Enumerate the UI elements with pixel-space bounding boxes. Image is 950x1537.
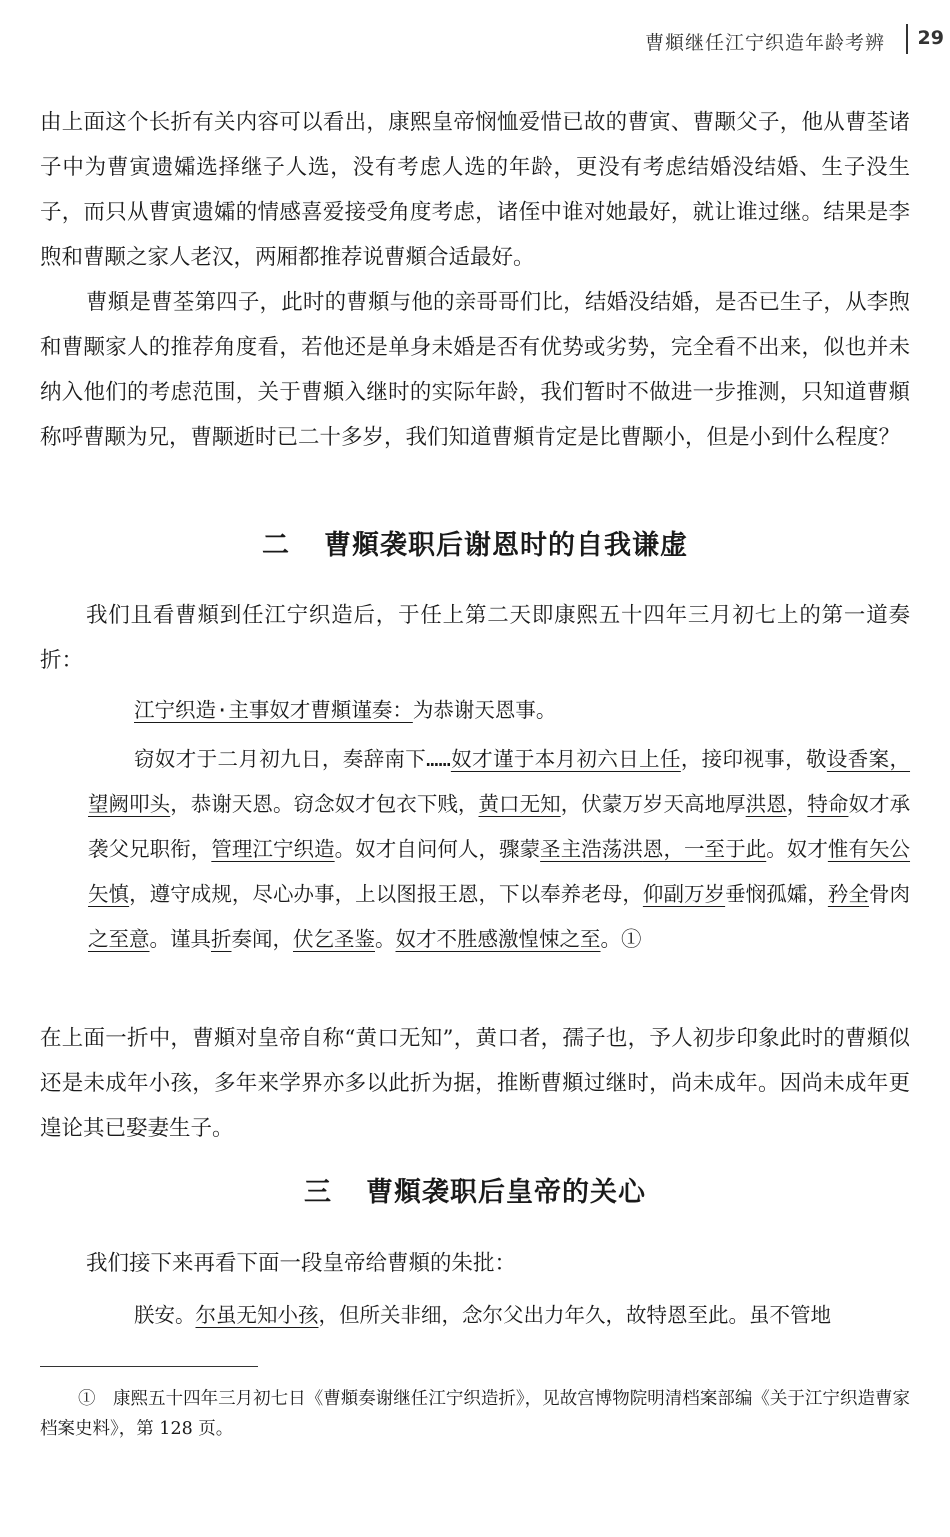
paragraph-2: 曹頫是曹荃第四子，此时的曹頫与他的亲哥哥们比，结婚没结婚，是否已生子，从李煦和曹颙家人的推荐角度看，若他还是单身未婚是否有优势或劣势，完全看不出来，似也并未纳入他们的考虑范围，关于曹頫入继时的实际年龄，我们暂时不做进一步推测，只知道曹頫称呼曹颙为兄，曹颙逝时已二十多岁，我们知道曹頫肯定是比曹颙小，但是小到什么程度？ <box>40 290 910 450</box>
memorial-text: 。 <box>375 927 396 951</box>
memorial-text: 奏闻， <box>231 927 293 951</box>
section-heading-3 <box>0 1170 950 1209</box>
memorial-text: 垂悯孤孀， <box>725 882 828 906</box>
memorial-underlined: 矜全 <box>827 882 869 906</box>
section-heading-2 <box>0 523 950 562</box>
memorial-underlined: 设香案，望阙叩头 <box>88 747 911 816</box>
memorial-text: 奴才承袭父兄职衔， <box>88 792 911 861</box>
memorial-text: ，接印视事，敬 <box>680 747 827 771</box>
rescript-text: ，但所关非细，念尔父出力年久，故特恩至此。虽不管地 <box>318 1303 831 1327</box>
memorial-text: 窃奴才于二月初九日，奏辞南下…… <box>134 747 451 771</box>
memorial-underlined: 恩，一至于此 <box>642 837 767 861</box>
paragraph-1: 由上面这个长折有关内容可以看出，康熙皇帝悯恤爱惜已故的曹寅、曹颙父子，他从曹荃诸子中为曹寅遗孀选择继子人选，没有考虑人选的年龄，更没有考虑结婚没结婚、生子没生子，而只从曹寅遗孀的情感喜爱接受角度考虑，诸侄中谁对她最好，就让谁过继。结果是李煦和曹颙之家人老汉，两厢都推荐说曹頫合适最好。 <box>40 110 910 270</box>
memorial-underlined: 特命 <box>807 792 849 816</box>
footnote-divider <box>40 1366 258 1367</box>
section-number: 三 <box>304 1177 332 1208</box>
memorial-underlined: 洪恩 <box>745 792 787 816</box>
memorial-underlined: 折 <box>211 927 232 951</box>
memorial-title <box>134 688 910 733</box>
memorial-text: 。奴才自问何人，骤蒙 <box>334 837 541 861</box>
memorial-underlined: 伏乞圣鉴 <box>293 927 375 951</box>
memorial-text: 骨肉 <box>868 882 911 906</box>
memorial-underlined: 之至意 <box>88 927 150 951</box>
memorial-underlined: 惟有矢公矢慎 <box>88 837 911 906</box>
memorial-underlined: 圣主浩荡洪 <box>540 837 643 861</box>
running-header <box>0 22 950 62</box>
memorial-underlined: 仰副万岁 <box>642 882 726 906</box>
memorial-text: ， <box>786 792 808 816</box>
header-divider <box>906 24 908 54</box>
memorial-text: 。谨具 <box>149 927 211 951</box>
memorial-text: ，伏蒙万岁天高地厚 <box>560 792 746 816</box>
memorial-footnote-mark: 。① <box>600 927 642 951</box>
paragraph-5: 我们接下来再看下面一段皇帝给曹頫的朱批： <box>86 1251 517 1276</box>
memorial-title-rest: 为恭谢天恩事。 <box>412 698 557 722</box>
paragraph-3: 我们且看曹頫到任江宁织造后，于任上第二天即康熙五十四年三月初七上的第一道奏折： <box>40 603 910 673</box>
memorial-underlined: 奴才谨于本月初六日上任 <box>450 747 681 771</box>
running-header-title: 曹頫继任江宁织造年龄考辨 <box>644 32 885 54</box>
memorial-body <box>88 737 910 962</box>
imperial-rescript <box>88 1293 910 1338</box>
memorial-text: ，遵守成规，尽心办事，上以图报王恩，下以奉养老母， <box>129 882 643 906</box>
rescript-underlined: 尔虽无知小孩 <box>195 1303 319 1327</box>
memorial-text: ，恭谢天恩。窃念奴才包衣下贱， <box>170 792 479 816</box>
rescript-text: 朕安。 <box>134 1303 196 1327</box>
page-number: 29 <box>917 27 944 49</box>
memorial-underlined: 管理江宁织造 <box>211 837 335 861</box>
footnote-1: ① 康熙五十四年三月初七日《曹頫奏谢继任江宁织造折》，见故宫博物院明清档案部编《关于江宁织造曹家档案史料》，第 128 页。 <box>40 1389 910 1439</box>
section-number: 二 <box>262 530 290 561</box>
paragraph-4: 在上面一折中，曹頫对皇帝自称“黄口无知”，黄口者，孺子也，予人初步印象此时的曹頫似还是未成年小孩，多年来学界亦多以此折为据，推断曹頫过继时，尚未成年。因尚未成年更遑论其已娶妻生子。 <box>40 1026 910 1141</box>
memorial-title-underlined: 江宁织造·主事奴才曹頫谨奏： <box>134 698 413 722</box>
memorial-underlined: 奴才不胜感激惶悚之至 <box>395 927 601 951</box>
memorial-underlined: 黄口无知 <box>478 792 561 816</box>
memorial-text: 。奴才 <box>766 837 828 861</box>
section-title: 曹頫袭职后皇帝的关心 <box>366 1177 646 1208</box>
section-title: 曹頫袭职后谢恩时的自我谦虚 <box>324 530 688 561</box>
